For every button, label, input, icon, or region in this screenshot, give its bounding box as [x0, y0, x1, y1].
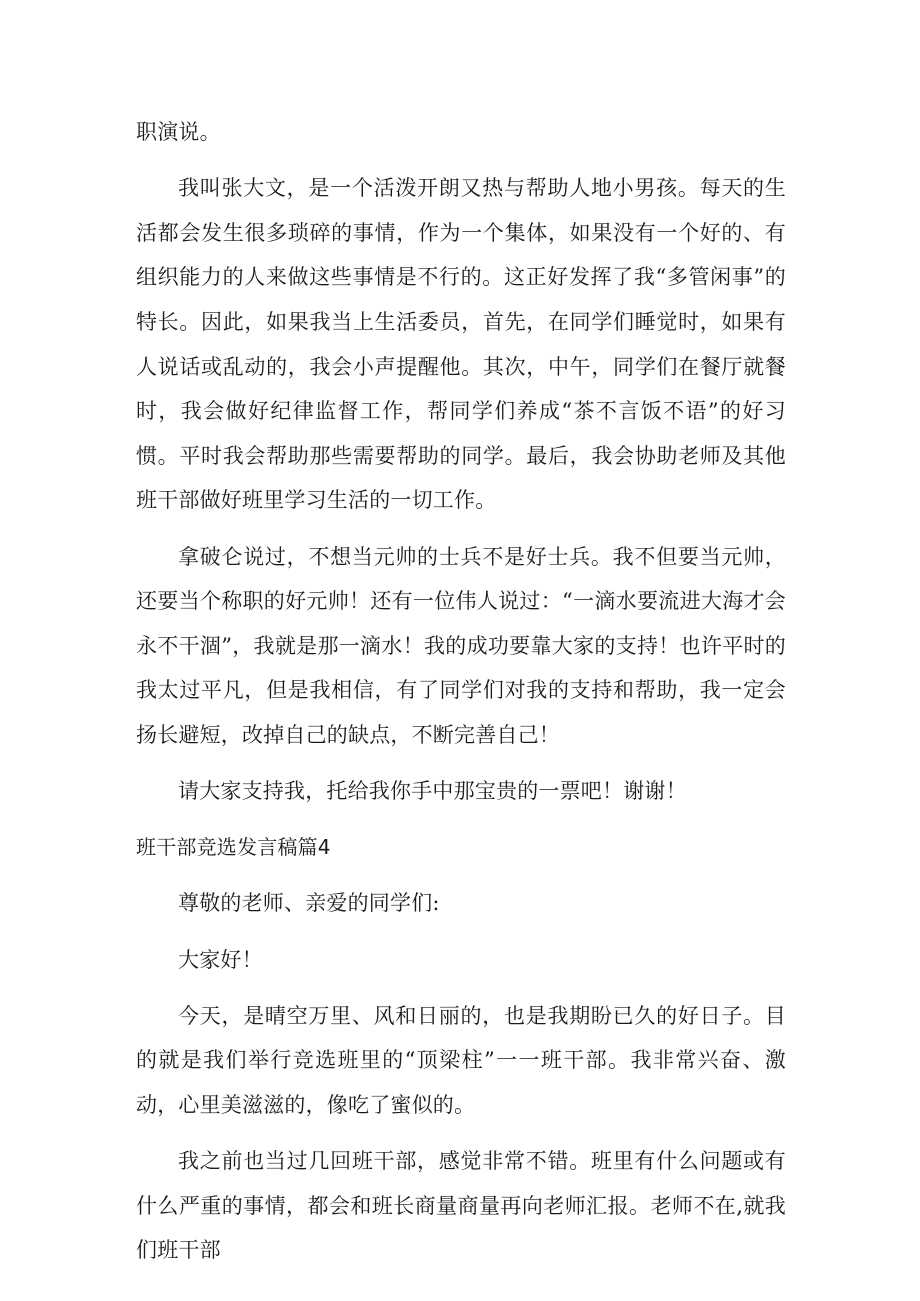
paragraph-greeting: 大家好！	[178, 947, 263, 972]
document-body	[136, 110, 786, 1285]
paragraph-closing-request: 请大家支持我，托给我你手中那宝贵的一票吧！谢谢！	[178, 779, 687, 804]
paragraph-today: 今天，是晴空万里、风和日丽的，也是我期盼已久的好日子。目的就是我们举行竞选班里的“顶梁柱”一一班干部。我非常兴奋、激动，心里美滋滋的，像吃了蜜似的。	[136, 1003, 786, 1118]
paragraph-experience: 我之前也当过几回班干部，感觉非常不错。班里有什么问题或有什么严重的事情，都会和班长商量商量再向老师汇报。老师不在,就我们班干部	[136, 1149, 786, 1263]
paragraph-continuation: 职演说。	[136, 120, 221, 144]
section-heading: 班干部竞选发言稿篇4	[136, 835, 331, 860]
paragraph-salutation: 尊敬的老师、亲爱的同学们:	[178, 891, 440, 916]
paragraph-napoleon-quote: 拿破仑说过，不想当元帅的士兵不是好士兵。我不但要当元帅，还要当个称职的好元帅！还有一位伟人说过：“一滴水要流进大海才会永不干涸”，我就是那一滴水！我的成功要靠大家的支持！也许平时的我太过平凡，但是我相信，有了同学们对我的支持和帮助，我一定会扬长避短，改掉自己的缺点，不断完善自己！	[136, 544, 786, 747]
paragraph-self-introduction: 我叫张大文，是一个活泼开朗又热与帮助人地小男孩。每天的生活都会发生很多琐碎的事情，作为一个集体，如果没有一个好的、有组织能力的人来做这些事情是不行的。这正好发挥了我“多管闲事”的特长。因此，如果我当上生活委员，首先，在同学们睡觉时，如果有人说话或乱动的，我会小声提醒他。其次，中午，同学们在餐厅就餐时，我会做好纪律监督工作，帮同学们养成“茶不言饭不语”的好习惯。平时我会帮助那些需要帮助的同学。最后，我会协助老师及其他班干部做好班里学习生活的一切工作。	[136, 176, 786, 513]
